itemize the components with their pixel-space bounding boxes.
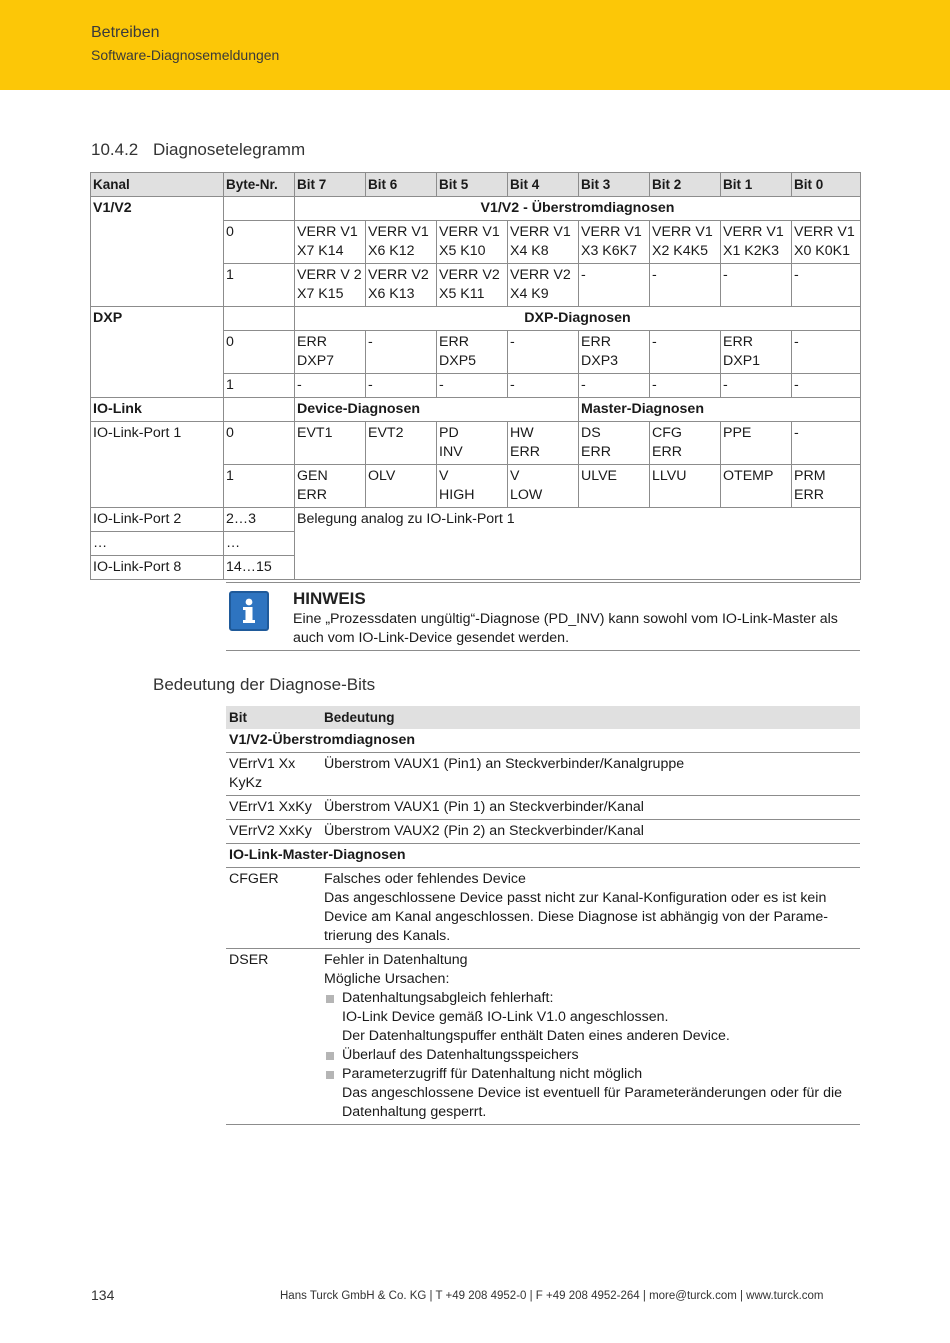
meaning-line: Mögliche Ursachen: [324, 971, 450, 987]
bit-cell: ERR DXP5 [437, 331, 508, 374]
port-cell: IO-Link-Port 8 [91, 556, 224, 580]
group-cell: V1/V2 - Überstromdiagnosen [295, 197, 861, 221]
bit-cell: VERR V2 X4 K9 [508, 264, 579, 307]
info-icon [229, 591, 269, 631]
diagnose-telegram-table [90, 172, 861, 580]
table-header-row [226, 706, 860, 729]
byte-cell: 1 [224, 465, 295, 508]
bit-cell: - [792, 422, 861, 465]
group-label: V1/V2-Überstromdiagnosen [226, 729, 860, 753]
col-header: Bedeutung [321, 706, 860, 729]
bit-cell: PPE [721, 422, 792, 465]
list-item [324, 989, 857, 1046]
bit-cell: V HIGH [437, 465, 508, 508]
bit-cell: - [650, 374, 721, 398]
bit-meaning: Überstrom VAUX2 (Pin 2) an Steckverbinder/Kanal [321, 820, 860, 844]
bit-cell: VERR V1 X7 K14 [295, 221, 366, 264]
bit-meaning [321, 868, 860, 949]
bit-cell: LLVU [650, 465, 721, 508]
bit-cell: EVT1 [295, 422, 366, 465]
bit-cell: VERR V1 X0 K0K1 [792, 221, 861, 264]
bit-cell: - [437, 374, 508, 398]
cause-text: Überlauf des Datenhaltungsspeichers [342, 1047, 579, 1063]
bit-cell: ULVE [579, 465, 650, 508]
meaning-line: Falsches oder fehlendes Device [324, 871, 526, 887]
group-label: IO-Link-Master-Diagnosen [226, 844, 860, 868]
bit-cell: VERR V 2 X7 K15 [295, 264, 366, 307]
bit-cell: - [792, 374, 861, 398]
table-row [91, 307, 861, 331]
port-cell: IO-Link-Port 1 [91, 422, 224, 508]
bit-cell: - [366, 374, 437, 398]
bit-cell: VERR V1 X3 K6K7 [579, 221, 650, 264]
bit-cell: - [579, 264, 650, 307]
list-item [324, 1046, 857, 1065]
hinweis-text: Eine „Prozessdaten ungültig“-Diagnose (PD_INV) kann sowohl vom IO-Link-Master als auch vom IO-Link-Device gesendet werden. [293, 611, 838, 646]
bit-cell: ERR DXP7 [295, 331, 366, 374]
col-header: Bit 7 [295, 173, 366, 197]
bit-cell: - [721, 264, 792, 307]
footer-company: Hans Turck GmbH & Co. KG | T +49 208 4952-0 | F +49 208 4952-264 | more@turck.com | www.turck.com [280, 1290, 824, 1302]
port-cell: … [91, 532, 224, 556]
table-row [226, 820, 860, 844]
kanal-cell: IO-Link [91, 398, 224, 422]
meaning-line: Fehler in Datenhaltung [324, 952, 468, 968]
col-header: Bit [226, 706, 321, 729]
table-row [226, 753, 860, 796]
byte-cell: 14…15 [224, 556, 295, 580]
byte-cell [224, 398, 295, 422]
bit-meaning: Überstrom VAUX1 (Pin1) an Steckverbinder/Kanalgruppe [321, 753, 860, 796]
header-subtitle: Software-Diagnosemeldungen [91, 47, 280, 63]
diagnose-bits-table [226, 706, 860, 1125]
group-cell: Master-Diagnosen [579, 398, 861, 422]
table-row [226, 868, 860, 949]
kanal-cell: V1/V2 [91, 197, 224, 307]
byte-cell [224, 307, 295, 331]
byte-cell: 1 [224, 374, 295, 398]
bit-cell: PRM ERR [792, 465, 861, 508]
bit-cell: VERR V1 X1 K2K3 [721, 221, 792, 264]
bit-cell: HW ERR [508, 422, 579, 465]
section-title: Diagnosetelegramm [153, 140, 306, 159]
table-row [91, 197, 861, 221]
bit-cell: OLV [366, 465, 437, 508]
cause-text: Parameterzugriff für Datenhaltung nicht möglich [342, 1066, 643, 1082]
table-header-row [91, 173, 861, 197]
bit-cell: PD INV [437, 422, 508, 465]
hinweis-box [226, 582, 860, 651]
col-header: Bit 3 [579, 173, 650, 197]
group-cell: Device-Diagnosen [295, 398, 579, 422]
bit-cell: - [792, 264, 861, 307]
cause-list [324, 989, 857, 1122]
bit-meaning: Überstrom VAUX1 (Pin 1) an Steckverbinder/Kanal [321, 796, 860, 820]
header-title: Betreiben [91, 24, 160, 41]
bit-cell: ERR DXP1 [721, 331, 792, 374]
cause-text: Das angeschlossene Device ist eventuell für Parameteränderungen oder für die Datenhaltung gesperrt. [342, 1085, 843, 1120]
byte-cell: 1 [224, 264, 295, 307]
col-header: Bit 6 [366, 173, 437, 197]
bit-cell: V LOW [508, 465, 579, 508]
bit-cell: VERR V2 X6 K13 [366, 264, 437, 307]
byte-cell: 0 [224, 422, 295, 465]
col-header: Bit 1 [721, 173, 792, 197]
bit-cell: EVT2 [366, 422, 437, 465]
bit-cell: - [650, 331, 721, 374]
bit-cell: - [508, 374, 579, 398]
bit-cell: VERR V1 X6 K12 [366, 221, 437, 264]
bit-cell: VERR V1 X5 K10 [437, 221, 508, 264]
col-header: Bit 2 [650, 173, 721, 197]
bit-cell: - [650, 264, 721, 307]
byte-cell [224, 197, 295, 221]
section-number: 10.4.2 [91, 140, 139, 159]
table-row [91, 422, 861, 465]
bit-name: DSER [226, 949, 321, 1125]
byte-cell: 0 [224, 331, 295, 374]
bit-name: VErrV2 XxKy [226, 820, 321, 844]
section-heading [91, 140, 305, 160]
bit-cell: VERR V1 X2 K4K5 [650, 221, 721, 264]
bit-cell: - [508, 331, 579, 374]
col-header: Kanal [91, 173, 224, 197]
bit-cell: OTEMP [721, 465, 792, 508]
bit-cell: VERR V2 X5 K11 [437, 264, 508, 307]
bit-cell: DS ERR [579, 422, 650, 465]
header-band [0, 0, 950, 90]
bit-cell: - [295, 374, 366, 398]
kanal-cell: DXP [91, 307, 224, 398]
list-item [324, 1065, 857, 1122]
byte-cell: 2…3 [224, 508, 295, 532]
port-cell: IO-Link-Port 2 [91, 508, 224, 532]
bit-name: VErrV1 Xx KyKz [226, 753, 321, 796]
bit-name: VErrV1 XxKy [226, 796, 321, 820]
byte-cell: 0 [224, 221, 295, 264]
port-note-cell: Belegung analog zu IO-Link-Port 1 [295, 508, 861, 580]
bit-name: CFGER [226, 868, 321, 949]
page-number: 134 [91, 1287, 115, 1303]
cause-text: IO-Link Device gemäß IO-Link V1.0 angeschlossen. [342, 1009, 669, 1025]
table-row [91, 508, 861, 532]
table-row [91, 398, 861, 422]
bit-cell: - [366, 331, 437, 374]
group-row [226, 844, 860, 868]
meaning-line: Das angeschlossene Device passt nicht zur Kanal-Konfiguration oder es ist kein Device am Kanal angeschlossen. Diese Diagnose ist abhängig von der Parame-trierung des Kanals. [324, 890, 828, 944]
bit-cell: - [792, 331, 861, 374]
bits-heading: Bedeutung der Diagnose-Bits [153, 675, 376, 694]
bit-cell: VERR V1 X4 K8 [508, 221, 579, 264]
hinweis-title: HINWEIS [293, 589, 366, 608]
cause-text: Datenhaltungsabgleich fehlerhaft: [342, 990, 554, 1006]
col-header: Bit 4 [508, 173, 579, 197]
bit-cell: ERR DXP3 [579, 331, 650, 374]
bit-cell: CFG ERR [650, 422, 721, 465]
col-header: Byte-Nr. [224, 173, 295, 197]
col-header: Bit 5 [437, 173, 508, 197]
group-row [226, 729, 860, 753]
bit-cell: - [721, 374, 792, 398]
bit-meaning [321, 949, 860, 1125]
group-cell: DXP-Diagnosen [295, 307, 861, 331]
col-header: Bit 0 [792, 173, 861, 197]
bit-cell: GEN ERR [295, 465, 366, 508]
table-row [226, 949, 860, 1125]
cause-text: Der Datenhaltungspuffer enthält Daten eines anderen Device. [342, 1028, 730, 1044]
table-row [226, 796, 860, 820]
byte-cell: … [224, 532, 295, 556]
bit-cell: - [579, 374, 650, 398]
